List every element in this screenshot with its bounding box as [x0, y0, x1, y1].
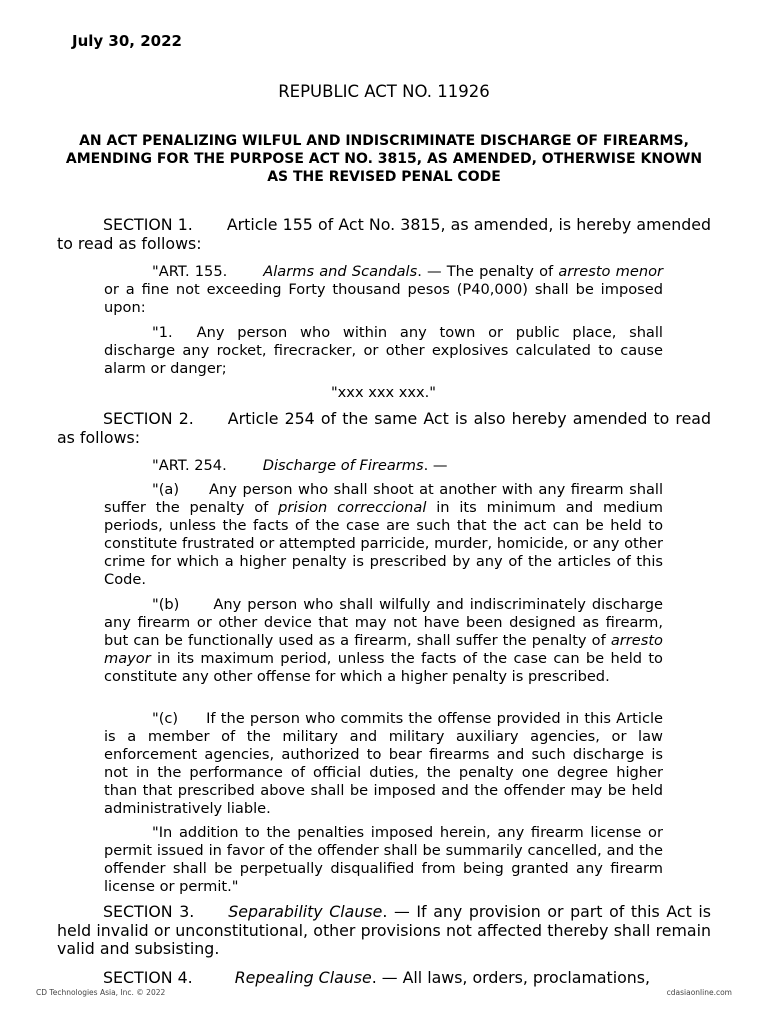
- art-155-label: "ART. 155.: [152, 263, 228, 280]
- art-254-closing-text: "In addition to the penalties imposed herein, any firearm license or permit issued in favor of the offender shall be summarily cancelled, and the offender shall be perpetually disqualified from being granted any firearm license or permit.": [104, 824, 663, 895]
- art-254-para-c: [104, 710, 663, 818]
- art-155-heading: Alarms and Scandals: [263, 263, 418, 280]
- art-155-paragraph: [104, 263, 663, 317]
- section-1-label: SECTION 1.: [103, 215, 193, 234]
- art-254-b-italic: arresto mayor: [104, 632, 663, 667]
- art-254-heading: Discharge of Firearms: [262, 457, 424, 474]
- art-254-label: "ART. 254.: [152, 457, 227, 474]
- section-3-heading: Separability Clause: [228, 902, 383, 921]
- section-4: [57, 969, 711, 988]
- section-2-text: Article 254 of the same Act is also hereby amended to read as follows:: [57, 409, 711, 447]
- section-4-heading: Repealing Clause: [234, 968, 372, 987]
- art-155-italic-term: arresto menor: [558, 263, 664, 280]
- footer-copyright: CD Technologies Asia, Inc. © 2022: [36, 988, 166, 997]
- art-254-heading-line: [104, 457, 663, 475]
- footer-site: cdasiaonline.com: [666, 988, 732, 997]
- section-3-text: . — If any provision or part of this Act is held invalid or unconstitutional, other provisions not affected thereby shall remain valid and subsisting.: [57, 902, 711, 958]
- art-254-c-label: "(c): [152, 710, 179, 727]
- art-254-a-italic: prision correccional: [278, 499, 427, 516]
- act-title: AN ACT PENALIZING WILFUL AND INDISCRIMINATE DISCHARGE OF FIREARMS, AMENDING FOR THE PURPOSE ACT NO. 3815, AS AMENDED, OTHERWISE KNOWN AS THE REVISED PENAL CODE: [65, 133, 703, 185]
- art-254-b-label: "(b): [152, 596, 180, 613]
- art-254-c-text: If the person who commits the offense provided in this Article is a member of the military and military auxiliary agencies, or law enforcement agencies, authorized to bear firearms and such discharge is not in the performance of official duties, the penalty one degree higher than that prescribed above shall be imposed and the offender may be held administratively liable.: [104, 710, 663, 817]
- document-date: July 30, 2022: [72, 32, 182, 50]
- art-254-para-b: [104, 596, 663, 686]
- art-155-ellipsis: "xxx xxx xxx.": [330, 384, 437, 401]
- art-254-para-a: [104, 481, 663, 589]
- section-3-label: SECTION 3.: [103, 902, 195, 921]
- section-3: [57, 903, 711, 959]
- section-2: [57, 410, 711, 447]
- section-1: [57, 216, 711, 253]
- art-155-text-b: or a fine not exceeding Forty thousand pesos (P40,000) shall be imposed upon:: [104, 281, 663, 316]
- art-155-item-1: [104, 324, 663, 378]
- section-4-label: SECTION 4.: [103, 968, 193, 987]
- section-1-text: Article 155 of Act No. 3815, as amended, is hereby amended to read as follows:: [57, 215, 711, 253]
- section-4-text: . — All laws, orders, proclamations,: [371, 968, 651, 987]
- art-254-a-label: "(a): [152, 481, 180, 498]
- art-155-item-1-text: Any person who within any town or public place, shall discharge any rocket, firecracker, or other explosives calculated to cause alarm or danger;: [104, 324, 663, 377]
- art-155-item-1-label: "1.: [152, 324, 173, 341]
- art-155-text-a: . — The penalty of: [417, 263, 559, 280]
- art-254-b-text-1: Any person who shall wilfully and indiscriminately discharge any firearm or other device that may not have been designed as firearm, but can be functionally used as a firearm, shall suffer the penalty of: [104, 596, 663, 649]
- art-254-closing: [104, 824, 663, 896]
- art-254-a-text-1: Any person who shall shoot at another with any firearm shall suffer the penalty of: [104, 481, 663, 516]
- art-254-a-text-2: in its minimum and medium periods, unless the facts of the case are such that the act can be held to constitute frustrated or attempted parricide, murder, homicide, or any other crime for which a higher penalty is prescribed by any of the articles of this Code.: [104, 499, 663, 588]
- section-2-label: SECTION 2.: [103, 409, 194, 428]
- act-number: REPUBLIC ACT NO. 11926: [278, 82, 490, 101]
- art-254-heading-tail: . —: [423, 457, 448, 474]
- art-254-b-text-2: in its maximum period, unless the facts of the case can be held to constitute any other offense for which a higher penalty is prescribed.: [104, 650, 663, 685]
